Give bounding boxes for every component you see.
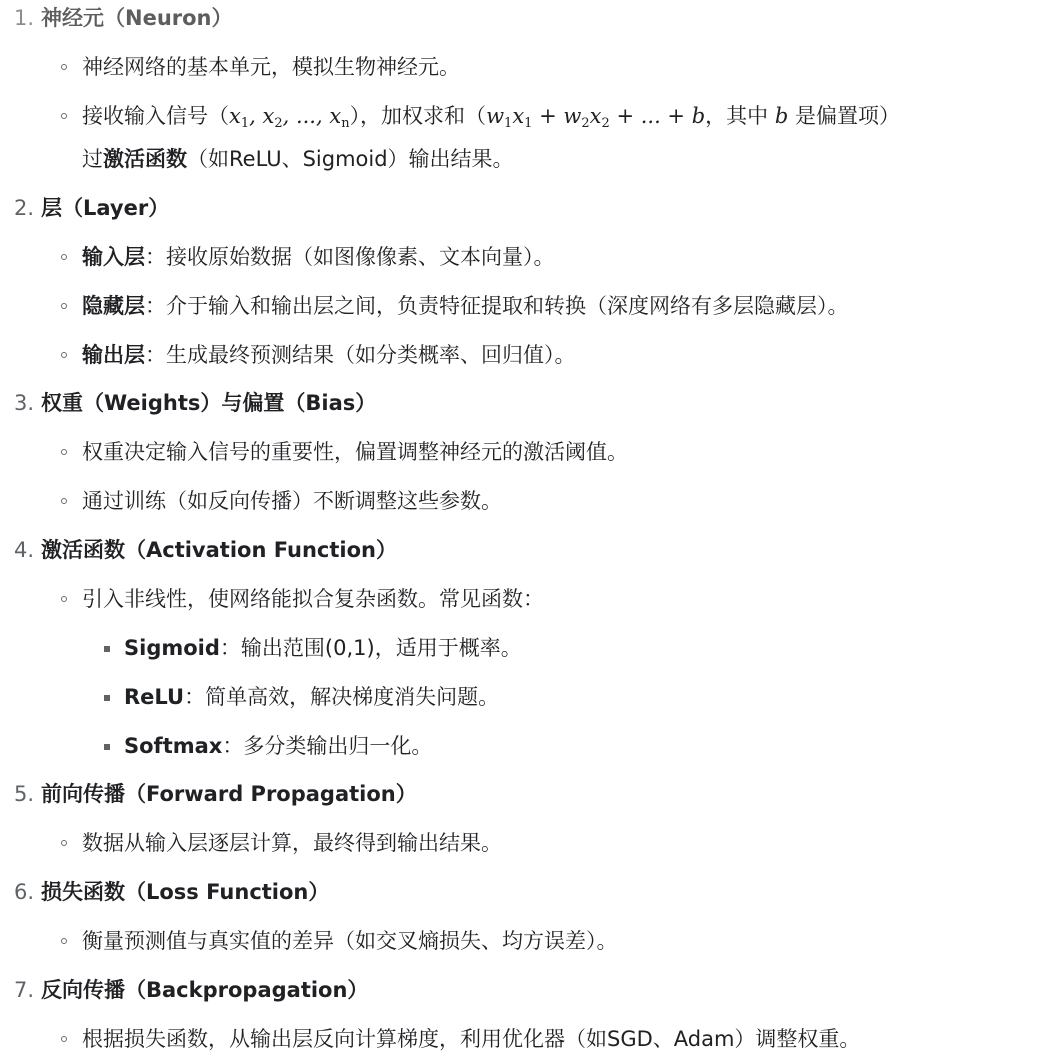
bullet-text: 根据损失函数，从输出层反向计算梯度，利用优化器（如SGD、Adam）调整权重。 [82, 1027, 861, 1051]
item-number: 3. [14, 391, 35, 415]
square-bullet-icon [104, 744, 110, 750]
sub-bullet-text: ReLU：简单高效，解决梯度消失问题。 [124, 685, 500, 709]
circle-bullet-icon [61, 938, 67, 944]
section-heading: 权重（Weights）与偏置（Bias） [41, 391, 377, 415]
square-bullet-icon [104, 695, 110, 701]
bullet-text: 引入非线性，使网络能拟合复杂函数。常见函数： [82, 587, 544, 611]
circle-bullet-icon [61, 303, 67, 309]
bullet-text: 隐藏层：介于输入和输出层之间，负责特征提取和转换（深度网络有多层隐藏层）。 [82, 294, 849, 318]
item-number: 7. [14, 978, 35, 1002]
circle-bullet-icon [61, 254, 67, 260]
section-heading: 损失函数（Loss Function） [41, 880, 330, 904]
circle-bullet-icon [61, 840, 67, 846]
bullet-text: 衡量预测值与真实值的差异（如交叉熵损失、均方误差）。 [82, 929, 618, 953]
circle-bullet-icon [61, 498, 67, 504]
circle-bullet-icon [61, 1036, 67, 1042]
math-inputs: $x_1$, $x_2$, ..., $x_n$ [229, 104, 350, 131]
section-heading: 激活函数（Activation Function） [41, 538, 397, 562]
circle-bullet-icon [61, 113, 67, 119]
math-formula: $w_1x_1 + w_2x_2$ + ... + b [486, 104, 706, 131]
item-number: 4. [14, 538, 35, 562]
section-heading: 层（Layer） [41, 196, 170, 220]
item-number: 2. [14, 196, 35, 220]
circle-bullet-icon [61, 352, 67, 358]
math-b: b [774, 104, 789, 128]
bullet-text: 通过训练（如反向传播）不断调整这些参数。 [82, 489, 502, 513]
section-heading: 前向传播（Forward Propagation） [41, 782, 417, 806]
circle-bullet-icon [61, 596, 67, 602]
circle-bullet-icon [61, 64, 67, 70]
section-heading: 反向传播（Backpropagation） [41, 978, 369, 1002]
bullet-text: 权重决定输入信号的重要性，偏置调整神经元的激活阈值。 [82, 440, 628, 464]
item-number: 1. [14, 6, 35, 30]
bullet-text: 输出层：生成最终预测结果（如分类概率、回归值）。 [82, 343, 576, 367]
sub-bullet-text: Sigmoid：输出范围(0,1)，适用于概率。 [124, 636, 522, 660]
item-number: 6. [14, 880, 35, 904]
bullet-text: 神经网络的基本单元，模拟生物神经元。 [82, 55, 460, 79]
bullet-text: 数据从输入层逐层计算，最终得到输出结果。 [82, 831, 502, 855]
bullet-text: 过激活函数（如ReLU、Sigmoid）输出结果。 [82, 147, 514, 171]
bullet-text: 接收输入信号（$x_1$, $x_2$, ..., $x_n$），加权求和（$w_1x_1 + w_2x_2$ + ... + b，其中 b 是偏置项） [82, 104, 900, 131]
section-heading: 神经元（Neuron） [41, 6, 233, 30]
circle-bullet-icon [61, 449, 67, 455]
item-number: 5. [14, 782, 35, 806]
sub-bullet-text: Softmax：多分类输出归一化。 [124, 734, 433, 758]
bullet-text: 输入层：接收原始数据（如图像像素、文本向量）。 [82, 245, 555, 269]
square-bullet-icon [104, 646, 110, 652]
